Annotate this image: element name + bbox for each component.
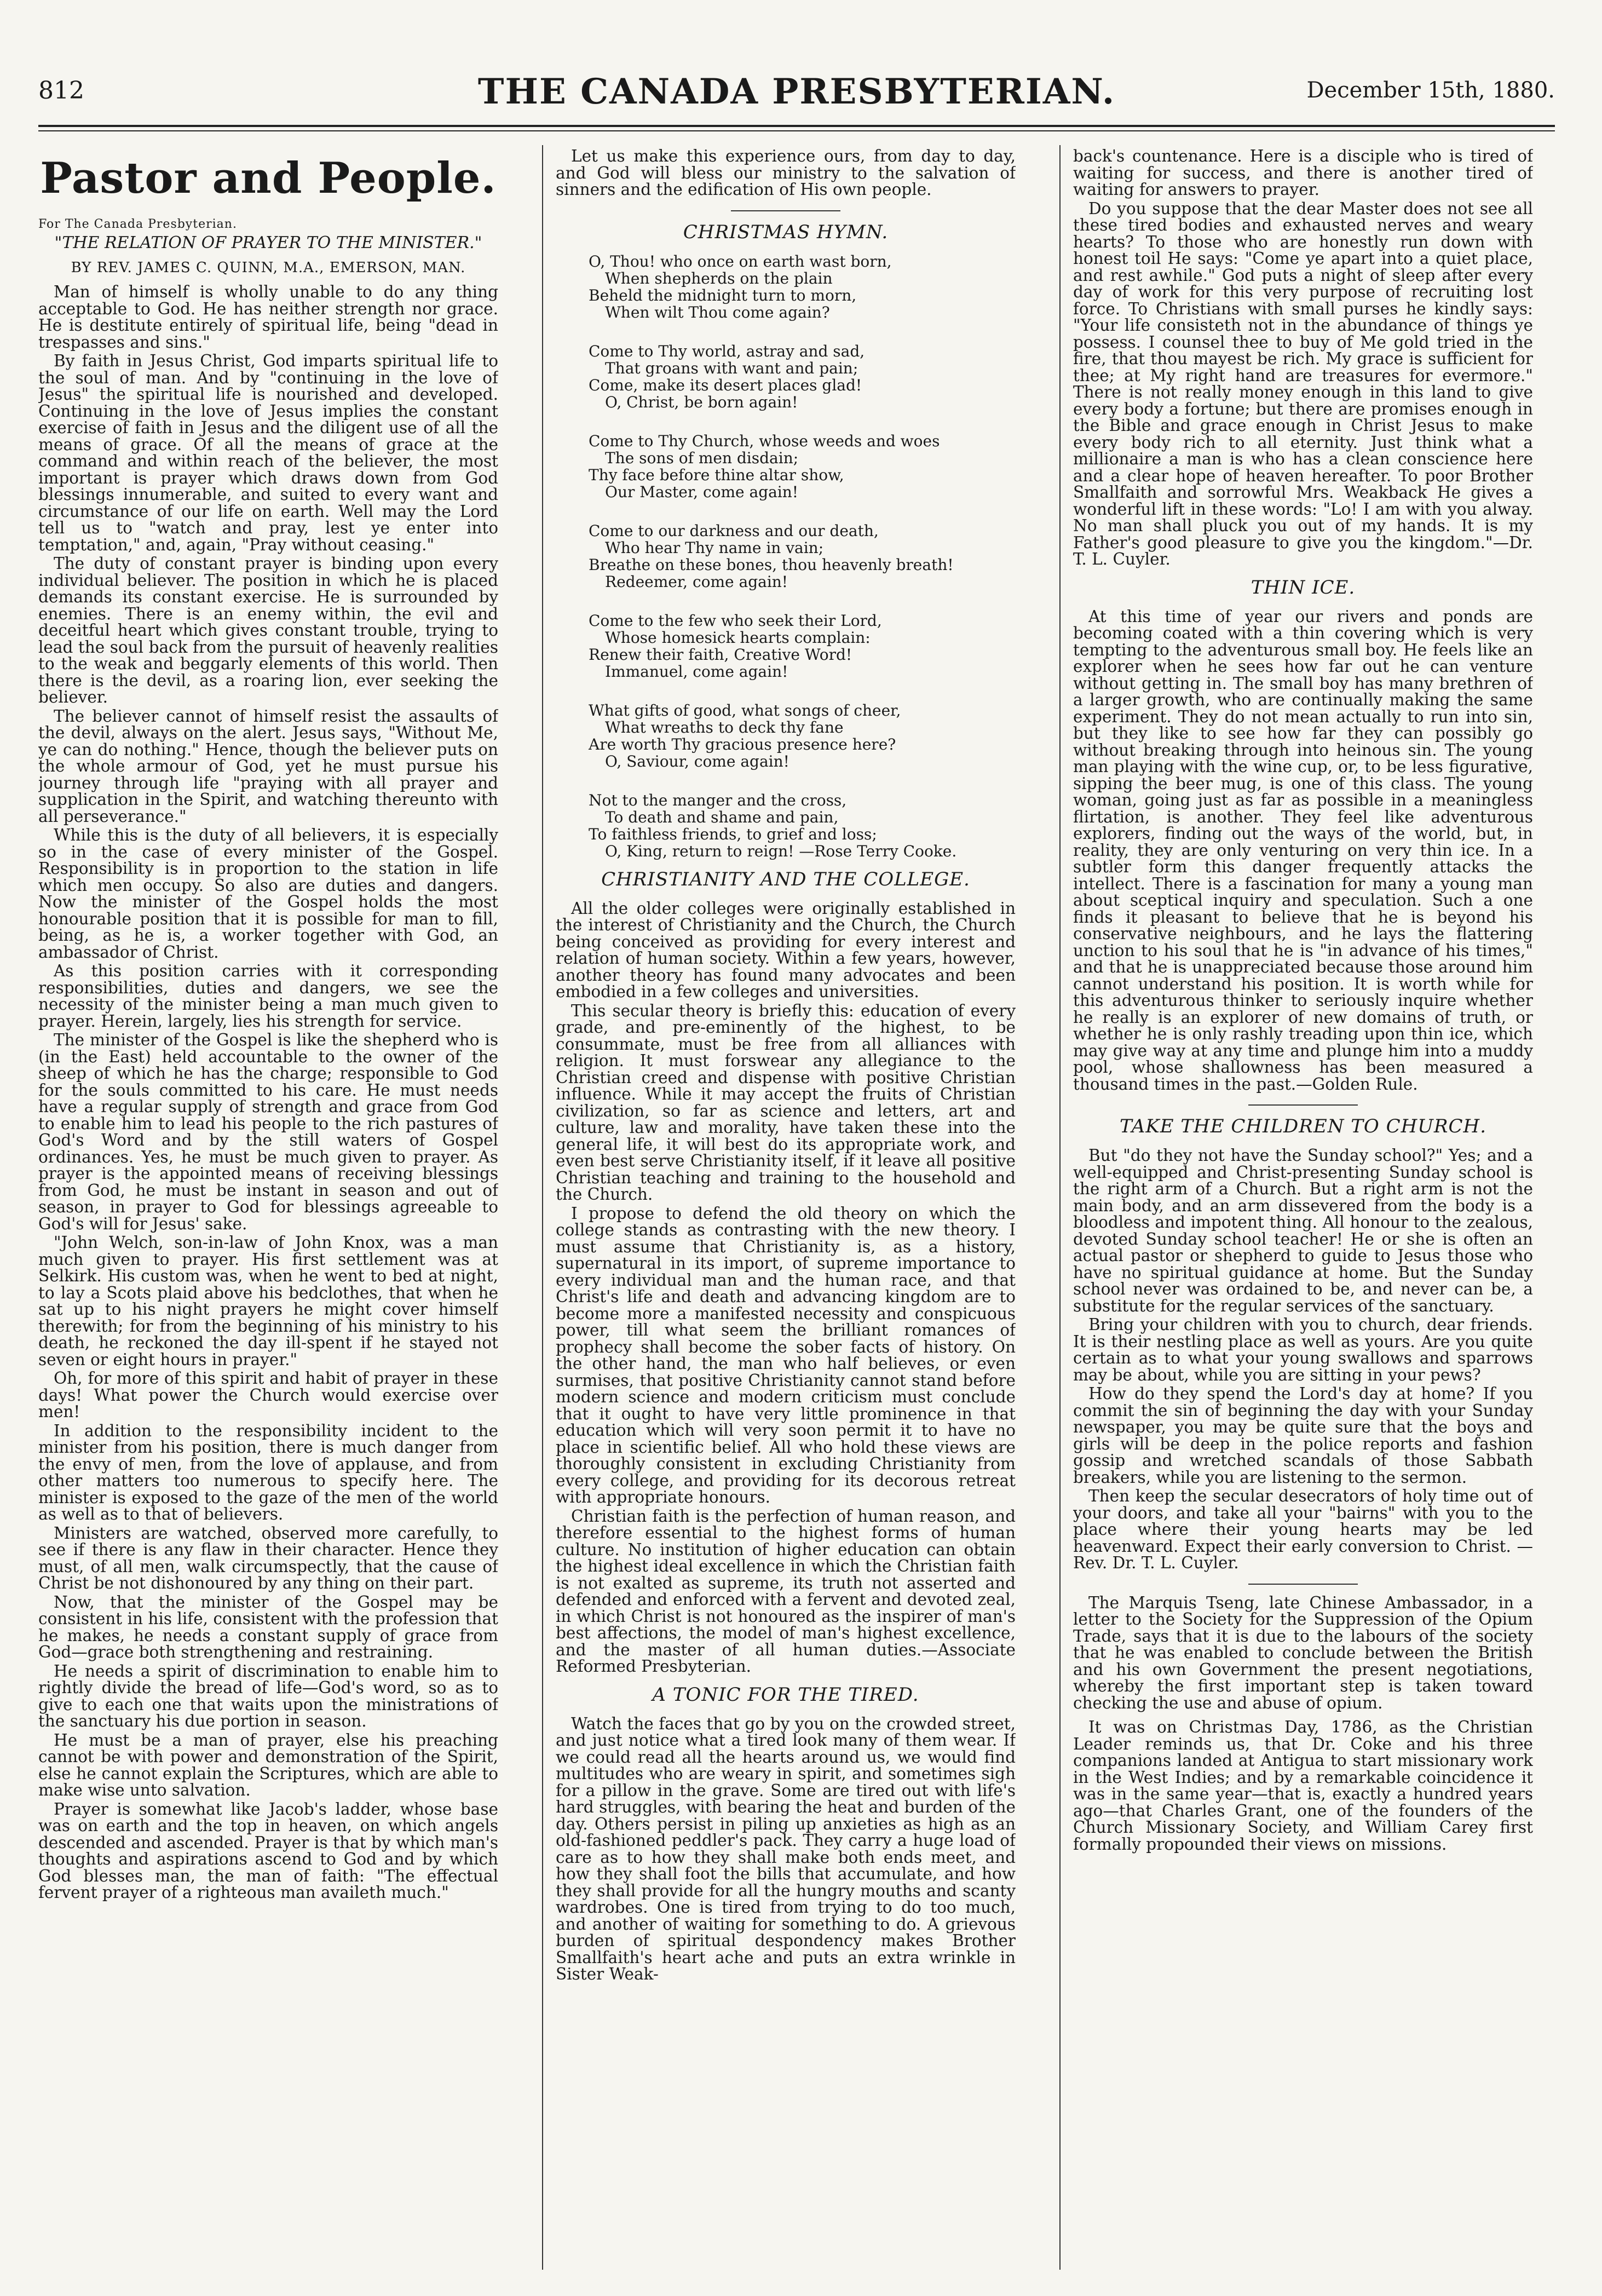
newspaper-title: THE CANADA PRESBYTERIAN.: [477, 71, 1116, 112]
paragraph: Oh, for more of this spirit and habit of prayer in these days! What power the Church would exercise over men!: [38, 1369, 498, 1421]
paragraph: By faith in Jesus Christ, God imparts spiritual life to the soul of man. And by "continuing in the love of Jesus" the spiritual life is nourished and developed. Continuing in the love of Jesus implies the constant exercise of faith in Jesus and the diligent use of all the means of grace. Of all the means of grace at the command and within reach of the believer, the most important is prayer which draws down from God blessings innumerable, and suited to every want and circumstance of our life on earth. Well may the Lord tell us to "watch and pray, lest ye enter into temptation," and, again, "Pray without ceasing.": [38, 352, 498, 554]
article-title: TAKE THE CHILDREN TO CHURCH.: [1119, 1115, 1486, 1137]
hymn-line: Come to Thy Church, whose weeds and woes: [589, 431, 940, 450]
hymn-line: Thy face before thine altar show,: [589, 465, 844, 484]
paragraph: Prayer is somewhat like Jacob's ladder, whose base was on earth and the top in heaven, on which angels descended and ascended. Prayer is that by which man's thoughts and aspirations ascend to God and by which God blesses man, the man of faith: "The effectual fervent prayer of a righteous man availeth much.": [38, 1799, 498, 1902]
hymn-line: Our Master, come again!: [605, 482, 799, 501]
hymn-line: To faithless friends, to grief and loss;: [589, 825, 877, 843]
paragraph: The believer cannot of himself resist the assaults of the devil, always on the alert. Jesus says, "Without Me, ye can do nothing." Hence, though the believer puts on the whole armour of God, yet he must pursue his journey through life "praying with all prayer and supplication in the Spirit, and watching thereunto with all perseverance.": [38, 706, 498, 826]
masthead-rule-thin: [38, 130, 1555, 131]
hymn-line: That groans with want and pain;: [605, 359, 858, 377]
paragraph: But "do they not have the Sunday school?" Yes; and a well-equipped and Christ-presenting Sunday school is the right arm of a Church. But a right arm is not the main body, and an arm dissevered from the body is a bloodless and impotent thing. All honour to the zealous, devoted Sunday school teacher! He or she is often an actual pastor or shepherd to guide to Jesus those who have no spiritual guidance at home. But the Sunday school never was ordained to be, and never can be, a substitute for the regular services of the sanctuary.: [1073, 1146, 1533, 1315]
article-title: THIN ICE.: [1251, 576, 1356, 599]
hymn-stanza: [589, 792, 1016, 860]
news-item: The Marquis Tseng, late Chinese Ambassador, in a letter to the Society for the Suppression of the Opium Trade, says that it is due to the labours of the society that he was enabled to conclude between the British and his own Government the present negotiations, whereby the first important step is taken toward checking the use and abuse of opium.: [1073, 1593, 1533, 1712]
section-separator: [1248, 1104, 1358, 1106]
article-author: BY REV. JAMES C. QUINN, M.A., EMERSON, MAN.: [71, 260, 466, 276]
paragraph: Now, that the minister of the Gospel may be consistent in his life, consistent with the profession that he makes, he needs a constant supply of grace from God—grace both strengthening and restraining.: [38, 1592, 498, 1661]
hymn-line: What gifts of good, what songs of cheer,: [589, 701, 901, 720]
paragraph: The duty of constant prayer is binding upon every individual believer. The position in which he is placed demands its constant exercise. He is surrounded by enemies. There is an enemy within, the evil and deceitful heart which gives constant trouble, trying to lead the soul back from the pursuit of heavenly realities to the weak and beggarly elements of this world. Then there is the devil, as a roaring lion, ever seeking the believer.: [38, 554, 498, 706]
paragraph: Man of himself is wholly unable to do any thing acceptable to God. He has neither strength nor grace. He is destitute entirely of spiritual life, being "dead in trespasses and sins.": [38, 283, 498, 352]
paragraph: This secular theory is briefly this: education of every grade, and pre-eminently of the highest, to be consummate, must be free from all alliances with religion. It must forswear any allegiance to the Christian creed and dispense with positive Christian influence. While it may accept the fruits of Christian civilization, so far as science and letters, art and culture, law and morality, have taken these into the general life, it will best do its appropriate work, and even best serve Christianity itself, if it leave all positive Christian teaching and training to the household and the Church.: [556, 1001, 1016, 1204]
section-separator: [1248, 1584, 1358, 1585]
hymn-line: O, Saviour, come again!: [605, 752, 790, 770]
masthead-rule: [38, 125, 1555, 127]
hymn-line: Beheld the midnight turn to morn,: [589, 286, 857, 304]
hymn: [556, 253, 1016, 860]
hymn-stanza: [589, 253, 1016, 321]
hymn-line: Breathe on these bones, thou heavenly breath!: [589, 555, 954, 574]
hymn-line: To death and shame and pain,: [605, 808, 839, 826]
hymn-line: O, Thou! who once on earth wast born,: [589, 252, 892, 271]
paragraph: In addition to the responsibility incident to the minister from his position, there is much danger from the envy of men, from the love of applause, and from other matters too numerous to specify here. The minister is exposed to the gaze of the men of the world as well as to that of believers.: [38, 1421, 498, 1523]
department-heading: Pastor and People.: [40, 153, 497, 203]
hymn-title: CHRISTMAS HYMN.: [683, 221, 889, 243]
column-divider-2: [1059, 145, 1061, 2270]
page-number: 812: [38, 77, 84, 105]
hymn-line: Who hear Thy name in vain;: [605, 538, 824, 557]
hymn-stanza: [589, 433, 1016, 500]
paragraph: Let us make this experience ours, from day to day, and God will bless our ministry to the salvation of sinners and the edification of His own people.: [556, 148, 1016, 199]
article-title: A TONIC FOR THE TIRED.: [652, 1683, 919, 1706]
paragraph: Christian faith is the perfection of human reason, and therefore essential to the highest forms of human culture. No institution of higher education can obtain the highest ideal excellence in which the Christian faith is not exalted as supreme, its truth not asserted and defended and enforced with a fervent and devoted zeal, in which Christ is not honoured as the inspirer of man's best affections, the model of man's highest excellence, and the master of all human duties.—Associate Reformed Presbyterian.: [556, 1506, 1016, 1676]
paragraph: How do they spend the Lord's day at home? If you commit the sin of beginning the day with your Sunday newspaper, you may be quite sure that the boys and girls will be deep in the police reports and fashion gossip and wretched scandals of those Sabbath breakers, while you are listening to the sermon.: [1073, 1384, 1533, 1487]
hymn-line: When wilt Thou come again?: [605, 303, 830, 321]
hymn-line: Whose homesick hearts complain:: [605, 628, 871, 647]
hymn-line: Come to the few who seek their Lord,: [589, 611, 882, 630]
hymn-line: What wreaths to deck thy fane: [605, 718, 844, 736]
column-divider-1: [542, 145, 543, 2270]
paragraph: As this position carries with it corresponding responsibilities, duties and dangers, we see the necessity of the minister being a man much given to prayer. Herein, largely, lies his strength for service.: [38, 962, 498, 1031]
article-title: CHRISTIANITY AND THE COLLEGE.: [601, 868, 970, 890]
paragraph: The minister of the Gospel is like the shepherd who is (in the East) held accountable to the owner of the sheep of which he has the charge; responsible to God for the souls committed to his care. He must needs have a regular supply of strength and grace from God to enable him to lead his people to the rich pastures of God's Word and by the still waters of Gospel ordinances. Yes, he must be much given to prayer. As prayer is the appointed means of receiving blessings from God, he must be instant in season and out of season, in prayer to God for blessings agreeable to God's will for Jesus' sake.: [38, 1031, 498, 1233]
masthead: [38, 71, 1555, 115]
hymn-line: Not to the manger and the cross,: [589, 791, 847, 809]
hymn-line: When shepherds on the plain: [605, 269, 833, 287]
column-1: [38, 148, 498, 2267]
hymn-line: Come to Thy world, astray and sad,: [589, 342, 865, 360]
article-source: For The Canada Presbyterian.: [38, 217, 237, 231]
hymn-line: Come to our darkness and our death,: [589, 521, 879, 540]
paragraph: Ministers are watched, observed more carefully, to see if there is any flaw in their character. Hence they must, of all men, walk circumspectly, that the cause of Christ be not dishonoured by any thing on their part.: [38, 1523, 498, 1592]
section-separator: [731, 210, 840, 211]
paragraph: At this time of year our rivers and ponds are becoming coated with a thin covering which is very tempting to the adventurous small boy. He feels like an explorer when he sees how far out he can venture without getting in. The small boy has many brethren of a larger growth, who are continually making the same experiment. They do not mean actually to run into sin, but they like to see how far they can possibly go without breaking through into heinous sin. The young man playing with the wine cup, or, to be less figurative, sipping the beer mug, is one of this class. The young woman, going just as far as possible in a meaningless flirtation, is another. They feel like adventurous explorers, finding out the ways of the world, but, in reality, they are only venturing on very thin ice. In a subtler form this danger frequently attacks the intellect. There is a fascination for many a young man about sceptical inquiry and speculation. Such a one finds it pleasant to believe that he is beyond his conservative neighbours, and he lays the flattering unction to his soul that he is "in advance of his times," and that he is unappreciated because those around him cannot understand his position. It is worth while for this adventurous thinker to seriously inquire whether he really is an explorer of new domains of truth, or whether he is only rashly treading upon thin ice, which may give way at any time and plunge him into a muddy pool, whose shallowness has been measured a thousand times in the past.—Golden Rule.: [1073, 607, 1533, 1094]
column-3: [1073, 148, 1533, 2267]
hymn-line: Come, make its desert places glad!: [589, 376, 862, 394]
hymn-stanza: [589, 522, 1016, 590]
paragraph: He needs a spirit of discrimination to enable him to rightly divide the bread of life—God's word, so as to give to each one that waits upon the ministrations of the sanctuary his due portion in season.: [38, 1661, 498, 1730]
article-title: "THE RELATION OF PRAYER TO THE MINISTER.": [54, 233, 482, 252]
hymn-stanza: [589, 343, 1016, 411]
news-item: It was on Christmas Day, 1786, as the Christian Leader reminds us, that Dr. Coke and his three companions landed at Antigua to start missionary work in the West Indies; and by a remarkable coincidence it was in the same year—that is, exactly a hundred years ago—that Charles Grant, one of the founders of the Church Missionary Society, and William Carey first formally propounded their views on missions.: [1073, 1718, 1533, 1854]
paragraph: Watch the faces that go by you on the crowded street, and just notice what a tired look many of them wear. If we could read all the hearts around us, we would find multitudes who are weary in spirit, and sometimes sigh for a pillow in the grave. Some are tired out with life's hard struggles, with bearing the heat and burden of the day. Others persist in piling up anxieties as high as an old-fashioned peddler's pack. They carry a huge load of care as to how they shall make both ends meet, and how they shall foot the bills that accumulate, and how they shall provide for all the hungry mouths and scanty wardrobes. One is tired from trying to do too much, and another of waiting for something to do. A grievous burden of spiritual despondency makes Brother Smallfaith's heart ache and puts an extra wrinkle in Sister Weak-: [556, 1714, 1016, 1983]
hymn-line: O, King, return to reign! —Rose Terry Cooke.: [605, 842, 957, 860]
hymn-line: The sons of men disdain;: [605, 448, 799, 467]
hymn-line: Redeemer, come again!: [605, 572, 788, 591]
paragraph: I propose to defend the old theory on which the college stands as contrasting with the new theory. I must assume that Christianity is, as a history, supernatural in its import, of supreme importance to every individual man and the human race, and that Christ's life and death and advancing kingdom are to become more a manifested necessity and conspicuous power, till what seem the brilliant romances of prophecy shall become the sober facts of history. On the other hand, the man who half believes, or even surmises, that positive Christianity cannot stand before modern science and modern criticism must conclude that it ought to have very little prominence in that education which will very soon permit it to have no place in scientific belief. All who hold these views are thoroughly consistent in excluding Christianity from every college, and providing for its decorous retreat with appropriate honours.: [556, 1204, 1016, 1506]
paragraph: Then keep the secular desecrators of holy time out of your doors, and take all your "bairns" with you to the place where their young hearts may be led heavenward. Expect their early conversion to Christ. —Rev. Dr. T. L. Cuyler.: [1073, 1487, 1533, 1572]
paragraph: Bring your children with you to church, dear friends. It is their nestling place as well as yours. Are you quite certain as to what your young swallows and sparrows may be about, while you are sitting in your pews?: [1073, 1315, 1533, 1384]
hymn-line: O, Christ, be born again!: [605, 393, 798, 411]
hymn-stanza: [589, 612, 1016, 680]
hymn-line: Renew their faith, Creative Word!: [589, 645, 852, 664]
paragraph: "John Welch, son-in-law of John Knox, was a man much given to prayer. His first settlement was at Selkirk. His custom was, when he went to bed at night, to lay a Scots plaid above his bedclothes, that when he sat up to his night prayers he might cover himself therewith; for from the beginning of his ministry to his death, he reckoned the day ill-spent if he stayed not seven or eight hours in prayer.": [38, 1233, 498, 1369]
hymn-line: Immanuel, come again!: [605, 662, 788, 681]
issue-date: December 15th, 1880.: [1306, 78, 1555, 103]
column-2: [556, 148, 1016, 2267]
paragraph: While this is the duty of all believers, it is especially so in the case of every minister of the Gospel. Responsibility is in proportion to the station in life which men occupy. So also are duties and dangers. Now the minister of the Gospel holds the most honourable position that it is possible for man to fill, being, as he is, a worker together with God, an ambassador of Christ.: [38, 826, 498, 962]
paragraph: All the older colleges were originally established in the interest of Christianity and the Church, the Church being conceived as providing for every interest and relation of human society. Within a few years, however, another theory has found many advocates and been embodied in a few colleges and universities.: [556, 899, 1016, 1001]
hymn-stanza: [589, 702, 1016, 770]
paragraph: He must be a man of prayer, else his preaching cannot be with power and demonstration of the Spirit, else he cannot explain the Scriptures, which are able to make wise unto salvation.: [38, 1730, 498, 1799]
hymn-line: Are worth Thy gracious presence here?: [589, 735, 896, 753]
paragraph: back's countenance. Here is a disciple who is tired of waiting for success, and there is another tired of waiting for answers to prayer.: [1073, 148, 1533, 199]
paragraph: Do you suppose that the dear Master does not see all these tired bodies and exhausted nerves and weary hearts? To those who are honestly run down with honest toil He says: "Come ye apart into a quiet place, and rest awhile." God puts a night of sleep after every day of work for this very purpose of recruiting lost force. To Christians with small purses he kindly says: "Your life consisteth not in the abundance of things ye possess. I counsel thee to buy of Me gold tried in the fire, that thou mayest be rich. My grace is sufficient for thee; at My right hand are treasures for evermore." There is not really money enough in this land to give every body a fortune; but there are promises enough in the Bible and grace enough in Christ Jesus to make every body rich to all eternity. Just think what a millionaire a man is who has a clean conscience here and a clear hope of heaven hereafter. To poor Brother Smallfaith and sorrowful Mrs. Weakback He gives a wonderful lift in these words: "Lo! I am with you alway. No man shall pluck you out of my hands. It is my Father's good pleasure to give you the kingdom."—Dr. T. L. Cuyler.: [1073, 199, 1533, 568]
